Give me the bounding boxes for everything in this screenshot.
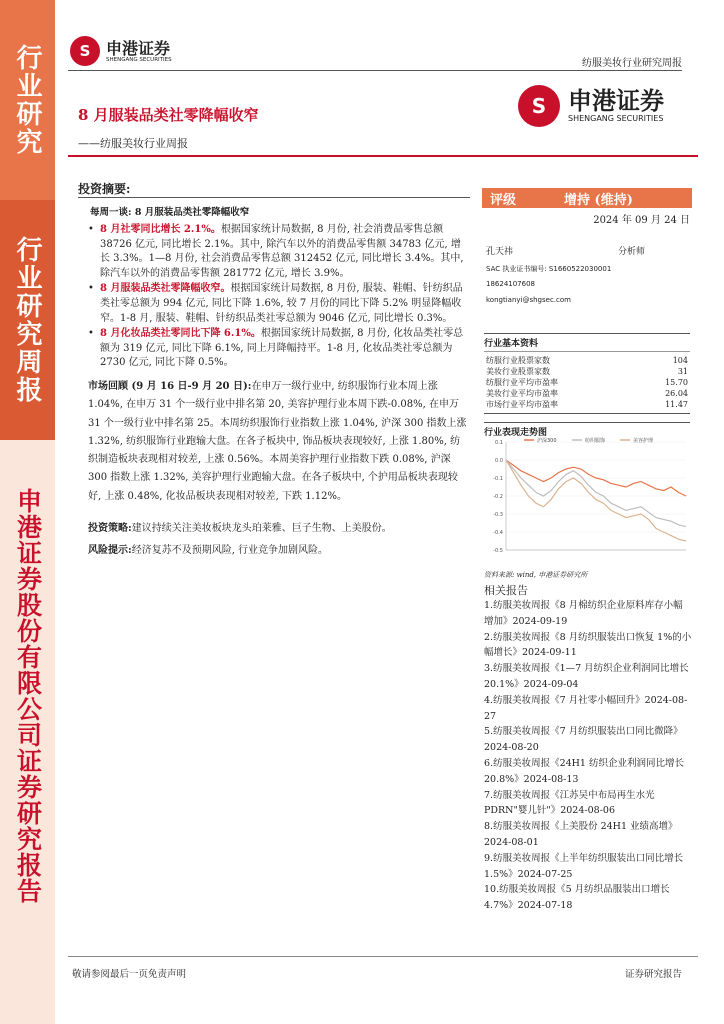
related-report-link[interactable]: 9.纺服美妆周报《上半年纺织服装出口同比增长 1.5%》2024-07-25 xyxy=(484,852,684,880)
basics-panel xyxy=(484,333,690,414)
basics-row xyxy=(486,388,688,399)
legend-label: 美容护理 xyxy=(633,438,654,444)
header-logo xyxy=(70,36,172,66)
related-report-link[interactable]: 10.纺服美妆周报《5 月纺织品服装出口增长 4.7%》2024-07-18 xyxy=(484,884,670,912)
bullet-text: 根据国家统计局数据, 8 月份, 服装、鞋帽、针纺织品类社零总额为 994 亿元, 同比下降 1.6%, 较 7 月份的同比下降 5.2% 明显降幅收窄。1-8 月, 服装、鞋帽、针纺织品类社零总额为 9046 亿元, 同比增长 0.3%。 xyxy=(100,283,463,324)
bullet-item xyxy=(88,223,468,281)
rating-label: 评级 xyxy=(490,192,517,208)
header-right-text: 纺服美妆行业研究周报 xyxy=(582,58,682,69)
side-band-top xyxy=(0,0,55,200)
side-band-mid xyxy=(0,200,55,440)
risk-text: 经济复苏不及预期风险, 行业竞争加剧风险。 xyxy=(131,545,329,556)
related-report-link[interactable]: 6.纺服美妆周报《24H1 纺织企业利润同比增长 20.8%》2024-08-13 xyxy=(484,757,685,785)
related-report-link[interactable]: 3.纺服美妆周报《1—7 月纺织企业利润同比增长 20.1%》2024-09-04 xyxy=(484,663,689,690)
summary-rule xyxy=(78,197,470,198)
side-band-bottom-text: 申港证券股份有限公司证券研究报告 xyxy=(13,488,43,904)
side-band-top-text: 行业研究 xyxy=(12,44,42,156)
bullet-text: 根据国家统计局数据, 8 月份, 社会消费品零售总额 38726 亿元, 同比增长 2.1%。其中, 除汽车以外的消费品零售额 34783 亿元, 增长 3.3%。1—8 月份, 社会消费品零售总额 312452 亿元, 同比增长 3.4%。其中, 除汽车以外的消费品零售额 281772 亿元, 增长 3.9%。 xyxy=(100,224,464,279)
footer-disclaimer[interactable]: 敬请参阅最后一页免责声明 xyxy=(72,969,187,980)
rating-bar xyxy=(482,188,692,208)
basics-value: 26.04 xyxy=(665,389,688,398)
big-logo-icon: S xyxy=(518,85,560,127)
title-rule xyxy=(68,155,698,157)
summary-bullets xyxy=(88,223,468,372)
chart-source: 资料来源: wind, 申港证券研究所 xyxy=(484,571,588,579)
analyst-role: 分析师 xyxy=(618,247,646,257)
page-title: 8 月服装品类社零降幅收窄 xyxy=(78,106,259,124)
basics-row xyxy=(486,377,688,388)
basics-row xyxy=(486,399,688,410)
basics-label: 市场行业平均市盈率 xyxy=(486,400,558,409)
basics-value: 104 xyxy=(672,356,688,365)
bullet-bold: 8 月服装品类社零降幅收窄。 xyxy=(100,283,231,295)
related-report-link[interactable]: 7.纺服美妆周报《江苏吴中布局再生水光 PDRN"婴儿针"》2024-08-06 xyxy=(484,789,655,817)
basics-value: 31 xyxy=(677,367,688,376)
analyst-name: 孔天祎 xyxy=(486,247,514,257)
side-band-bottom xyxy=(0,440,55,1024)
title-logo xyxy=(518,85,664,127)
logo-cn: 申港证券 xyxy=(106,38,171,58)
logo-en: SHENGANG SECURITIES xyxy=(106,56,172,63)
trend-title: 行业表现走势图 xyxy=(484,428,548,438)
basics-value: 11.47 xyxy=(665,400,688,409)
y-tick-label: -0.4 xyxy=(493,530,503,536)
market-label: 市场回顾 (9 月 16 日-9 月 20 日): xyxy=(88,381,252,392)
basics-label: 纺服行业平均市盈率 xyxy=(486,378,558,387)
bullet-bold: 8 月化妆品类社零同比下降 6.1%。 xyxy=(100,328,261,340)
big-logo-en: SHENGANG SECURITIES xyxy=(568,114,664,123)
related-report-link[interactable]: 4.纺服美妆周报《7 月社零小幅回升》2024-08-27 xyxy=(484,694,688,722)
basics-value: 15.70 xyxy=(665,378,688,387)
y-tick-label: -0.3 xyxy=(493,512,503,518)
series-line xyxy=(506,460,686,527)
basics-label: 纺服行业股票家数 xyxy=(486,356,550,365)
rating-value: 增持 (维持) xyxy=(564,192,633,208)
summary-heading: 投资摘要: xyxy=(78,182,131,196)
big-logo-cn: 申港证券 xyxy=(568,87,664,115)
basics-label: 美妆行业股票家数 xyxy=(486,367,550,376)
bullet-bold: 8 月社零同比增长 2.1%。 xyxy=(100,224,221,235)
analyst-email: kongtianyi@shgsec.com xyxy=(486,296,571,304)
strategy-text: 建议持续关注美妆板块龙头珀莱雅、巨子生物、上美股份。 xyxy=(131,523,392,534)
related-title: 相关报告 xyxy=(484,584,528,597)
y-tick-label: -0.2 xyxy=(493,494,503,500)
y-tick-label: -0.1 xyxy=(493,476,503,482)
footer-rule xyxy=(68,956,698,957)
report-date: 2024 年 09 月 24 日 xyxy=(593,215,690,226)
weekly-title: 每周一谈: 8 月服装品类社零降幅收窄 xyxy=(90,207,250,218)
bullet-text: 根据国家统计局数据, 8 月份, 化妆品类社零总额为 319 亿元, 同比下降 6.1%, 同上月降幅持平。1-8 月, 化妆品类社零总额为 2730 亿元, 同比下降 0.5%。 xyxy=(100,328,464,369)
page-subtitle: ——纺服美妆行业周报 xyxy=(78,137,188,150)
side-band-mid-text: 行业研究周报 xyxy=(12,236,42,404)
strategy-label: 投资策略: xyxy=(88,523,132,534)
related-report-link[interactable]: 8.纺服美妆周报《上美股份 24H1 业绩高增》2024-08-01 xyxy=(484,821,678,848)
related-report-link[interactable]: 5.纺服美妆周报《7 月纺织服装出口同比微降》2024-08-20 xyxy=(484,726,683,754)
sac-number: SAC 执业证书编号: S1660522030001 xyxy=(486,265,612,273)
analyst-phone: 18624107608 xyxy=(486,280,535,288)
related-list xyxy=(484,598,692,914)
basics-label: 美妆行业平均市盈率 xyxy=(486,389,558,398)
market-text: 在申万一级行业中, 纺织服饰行业本周上涨 1.04%, 在申万 31 个一级行业中排名第 20, 美容护理行业本周下跌-0.08%, 在申万 31 个一级行业中排名第 25。本周纺织服饰行业指数上涨 1.04%, 沪深 300 指数上涨 1.32%, 纺织服饰行业跑输大盘。在各子板块中, 饰品板块表现较好, 上涨 1.80%, 纺织制造板块表现相对较差, 上涨 0.56%。本周美容护理行业指数下跌 0.08%, 沪深 300 指数上涨 1.32%, 美容护理行业跑输大盘。在各子板块中, 个护用品板块表现较好, 上涨 0.48%, 化妆品板块表现相对较差, 下跌 1.12%。 xyxy=(88,381,467,502)
basics-row xyxy=(486,355,688,366)
basics-title: 行业基本资料 xyxy=(484,334,690,352)
strategy xyxy=(88,520,470,538)
market-review xyxy=(88,378,470,506)
header-rule xyxy=(68,70,682,71)
legend-label: 纺织服饰 xyxy=(585,438,606,444)
trend-chart xyxy=(484,436,690,568)
logo-icon: S xyxy=(70,36,100,66)
y-tick-label: -0.5 xyxy=(493,548,503,554)
risk xyxy=(88,542,470,560)
bullet-item xyxy=(88,282,468,326)
footer-right: 证券研究报告 xyxy=(624,969,682,980)
related-report-link[interactable]: 2.纺服美妆周报《8 月纺织服装出口恢复 1%的小幅增长》2024-09-11 xyxy=(484,631,692,659)
y-tick-label: 0.0 xyxy=(495,458,503,464)
risk-label: 风险提示: xyxy=(88,545,132,556)
basics-row xyxy=(486,366,688,377)
y-tick-label: 0.1 xyxy=(495,440,503,446)
series-line xyxy=(506,460,686,541)
bullet-item xyxy=(88,327,468,371)
related-report-link[interactable]: 1.纺服美妆周报《8 月棉纺织企业原料库存小幅增加》2024-09-19 xyxy=(484,600,683,627)
legend-label: 沪深300 xyxy=(537,438,557,444)
